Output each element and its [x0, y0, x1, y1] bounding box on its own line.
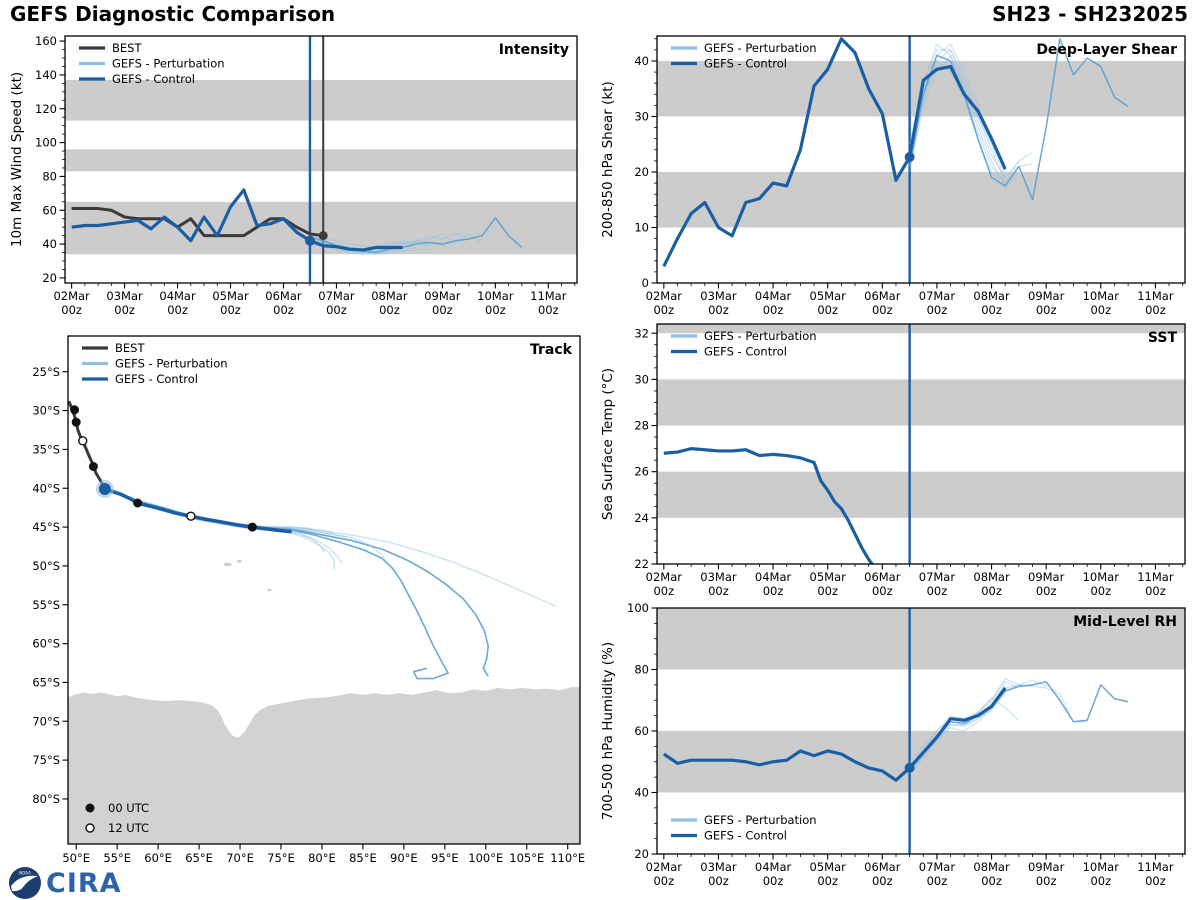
axis-text: BEST — [112, 41, 142, 55]
axis-text: 65°E — [185, 851, 213, 865]
track-map-panel — [6, 322, 596, 900]
pert-track — [105, 489, 334, 533]
axis-text: 07Mar — [318, 289, 355, 303]
island — [224, 563, 231, 566]
axis-text: 11Mar — [530, 289, 567, 303]
axis-text: 105°E — [509, 851, 545, 865]
axis-text: 22 — [634, 557, 649, 572]
axis-text: 40°S — [32, 481, 60, 496]
marker-dot — [305, 236, 315, 246]
axis-text: GEFS - Perturbation — [115, 356, 228, 371]
axis-text: 04Mar — [159, 289, 196, 303]
fix-00utc-dot — [89, 462, 98, 471]
fix-00utc-dot — [72, 418, 81, 427]
axis-text: 05Mar — [212, 289, 249, 303]
x-axis — [646, 564, 1183, 598]
y-axis-label: 700-500 hPa Humidity (%) — [600, 641, 616, 821]
axis-text: 85°E — [349, 851, 377, 865]
legend — [671, 329, 817, 359]
axis-text: 70°E — [226, 851, 254, 865]
axis-text: 00z — [708, 584, 729, 598]
axis-text: 10Mar — [1082, 289, 1119, 303]
axis-text: 05Mar — [809, 860, 846, 874]
axis-text: 00z — [708, 303, 729, 317]
island — [268, 589, 271, 591]
axis-text: 05Mar — [809, 289, 846, 303]
axis-text: 32 — [634, 326, 649, 341]
axis-text: 00z — [1145, 584, 1166, 598]
axis-text: 00z — [326, 303, 347, 317]
axis-text: 09Mar — [424, 289, 461, 303]
axis-text: 30 — [634, 109, 649, 124]
panel-title: Mid-Level RH — [1073, 614, 1177, 630]
axis-text: 06Mar — [864, 570, 901, 584]
axis-text: 100 — [35, 135, 57, 150]
y-axis — [634, 39, 657, 290]
axis-text: 35°S — [32, 442, 60, 457]
rh-panel — [597, 600, 1200, 900]
axis-text: 00z — [1090, 303, 1112, 317]
axis-text: 75°E — [267, 851, 295, 865]
axis-text: 00 UTC — [108, 801, 150, 815]
pert-track — [105, 489, 312, 529]
axis-text: 04Mar — [754, 289, 792, 303]
pert-track — [105, 489, 448, 679]
axis-text: 00z — [871, 874, 893, 888]
axis-text: 07Mar — [918, 570, 956, 584]
marker-dot — [905, 152, 915, 162]
sst-panel — [597, 316, 1200, 604]
marker-dot — [319, 231, 328, 240]
axis-text: 100°E — [468, 851, 504, 865]
axis-text: 02Mar — [645, 570, 682, 584]
axis-text: 00z — [653, 584, 675, 598]
axis-text: 08Mar — [973, 570, 1010, 584]
fix-00utc-dot — [70, 405, 79, 414]
panel-title: Deep-Layer Shear — [1036, 42, 1177, 58]
axis-text: 0 — [641, 276, 649, 291]
control-track — [105, 489, 292, 532]
axis-text: 00z — [762, 874, 784, 888]
axis-text: 70°S — [32, 714, 60, 729]
axis-text: 06Mar — [864, 860, 901, 874]
page-title: GEFS Diagnostic Comparison — [10, 2, 336, 26]
axis-text: 00z — [432, 303, 453, 317]
axis-text: 45°S — [32, 520, 60, 535]
axis-text: 00z — [220, 303, 241, 317]
axis-text: 00z — [926, 874, 948, 888]
panel-title: Track — [530, 342, 572, 358]
shear-panel — [597, 30, 1200, 324]
axis-text: GEFS - Control — [704, 828, 787, 843]
axis-text: 30°S — [32, 403, 60, 418]
axis-text: 00z — [981, 303, 1002, 317]
axis-text: 03Mar — [700, 570, 737, 584]
axis-text: 03Mar — [700, 860, 737, 874]
axis-text: 00z — [1145, 874, 1166, 888]
axis-text: 20 — [634, 165, 649, 180]
axis-text: 08Mar — [973, 289, 1010, 303]
axis-text: 10Mar — [1082, 570, 1119, 584]
axis-text: 00z — [1035, 584, 1057, 598]
intensity-panel — [6, 30, 596, 324]
axis-text: 00z — [817, 303, 839, 317]
axis-text: 24 — [634, 510, 649, 525]
axis-text: 00z — [653, 303, 675, 317]
axis-text: 02Mar — [645, 860, 682, 874]
axis-text: 00z — [379, 303, 400, 317]
axis-text: 00z — [871, 584, 893, 598]
pert-track — [105, 489, 488, 676]
perturbation-tracks — [105, 489, 556, 679]
axis-text: 110°E — [550, 851, 586, 865]
axis-text: 00z — [817, 584, 839, 598]
axis-text: 40 — [634, 785, 649, 800]
axis-text: 00z — [537, 303, 559, 317]
axis-text: 80°E — [308, 851, 336, 865]
axis-text: 60°E — [144, 851, 172, 865]
axis-text: GEFS - Control — [112, 72, 195, 86]
axis-text: 00z — [1035, 303, 1057, 317]
axis-text: 00z — [981, 874, 1002, 888]
map-content — [68, 401, 580, 844]
axis-text: 60 — [634, 724, 649, 739]
axis-text: 00z — [926, 584, 948, 598]
legend — [671, 813, 817, 843]
axis-text: 50°S — [32, 558, 60, 573]
y-axis-label: 200-850 hPa Shear (kt) — [600, 81, 616, 238]
axis-text: 10Mar — [477, 289, 514, 303]
init-position-dot — [99, 483, 111, 495]
axis-text: GEFS - Control — [115, 372, 198, 386]
axis-text: 80 — [42, 169, 57, 184]
axis-text: 00z — [926, 303, 948, 317]
axis-text: 09Mar — [1028, 860, 1065, 874]
category-bands — [657, 608, 1185, 793]
axis-text: 00z — [1090, 584, 1112, 598]
storm-id-title: SH23 - SH232025 — [992, 2, 1188, 26]
axis-text: 30 — [634, 372, 649, 387]
legend — [79, 41, 225, 86]
axis-text: 95°E — [431, 851, 459, 865]
axis-text: 00z — [1035, 874, 1057, 888]
axis-text: 00z — [114, 303, 135, 317]
band — [657, 172, 1185, 228]
axis-text: 00z — [485, 303, 506, 317]
axis-text: GEFS - Control — [704, 344, 787, 359]
panel-title: Intensity — [498, 42, 569, 58]
x-axis — [646, 854, 1183, 888]
axis-text: 10 — [634, 220, 649, 235]
axis-text: 09Mar — [1028, 570, 1065, 584]
y-axis — [634, 326, 657, 571]
axis-text: 00z — [981, 584, 1002, 598]
axis-text: 12 UTC — [108, 821, 150, 835]
axis-text: 09Mar — [1028, 289, 1065, 303]
axis-text: GEFS - Perturbation — [704, 813, 817, 827]
axis-text: 50°E — [62, 851, 91, 865]
axis-text: 55°E — [103, 851, 131, 865]
axis-text: GEFS - Perturbation — [112, 56, 225, 71]
axis-text: GEFS - Control — [704, 56, 787, 71]
axis-text: 80°S — [32, 791, 60, 806]
axis-text: 11Mar — [1137, 860, 1174, 874]
axis-text: 60°S — [32, 636, 60, 651]
axis-text: 06Mar — [864, 289, 901, 303]
axis-text: 120 — [35, 101, 57, 116]
axis-text: 00z — [708, 874, 729, 888]
plot-frame — [657, 324, 1185, 564]
band — [65, 149, 577, 171]
island — [237, 560, 241, 562]
axis-text: 00z — [273, 303, 294, 317]
noaa-logo-icon — [8, 866, 42, 900]
axis-text: 00z — [762, 303, 784, 317]
axis-text: BEST — [115, 341, 145, 355]
axis-text: 10Mar — [1082, 860, 1119, 874]
axis-text: 28 — [634, 418, 649, 433]
axis-text: 00z — [1145, 303, 1166, 317]
y-axis — [35, 34, 65, 285]
panel-title: SST — [1147, 330, 1177, 346]
axis-text: 00z — [653, 874, 675, 888]
axis-text: 00z — [167, 303, 188, 317]
axis-text: 02Mar — [645, 289, 682, 303]
axis-text: 20 — [634, 847, 649, 862]
legend — [82, 341, 228, 386]
band — [657, 379, 1185, 425]
axis-text: 08Mar — [973, 860, 1010, 874]
x-axis — [62, 844, 585, 865]
axis-text: 00z — [871, 303, 893, 317]
best-track — [69, 401, 105, 489]
axis-text: 00z — [817, 874, 839, 888]
axis-text: 03Mar — [700, 289, 737, 303]
axis-text: 80 — [634, 662, 649, 677]
axis-text: 25°S — [32, 364, 60, 379]
00utc-legend-icon — [86, 804, 95, 813]
axis-text: GEFS - Perturbation — [704, 41, 817, 55]
axis-text: 05Mar — [809, 570, 846, 584]
axis-text: 00z — [61, 303, 82, 317]
pert-track — [105, 489, 556, 606]
band — [657, 472, 1185, 518]
axis-text: 100 — [627, 601, 649, 616]
y-axis-label: Sea Surface Temp (°C) — [600, 367, 616, 521]
axis-text: 26 — [634, 464, 649, 479]
axis-text: 55°S — [32, 597, 60, 612]
noaa-logo-text: NOAA — [19, 870, 31, 876]
axis-text: 06Mar — [265, 289, 302, 303]
marker-dot — [905, 763, 915, 773]
axis-text: 20 — [42, 270, 57, 285]
fix-00utc-dot — [248, 523, 257, 532]
fix-00utc-dot — [133, 499, 142, 508]
category-bands — [65, 80, 577, 254]
axis-text: 60 — [42, 203, 57, 218]
fix-12utc-dot — [187, 512, 195, 520]
axis-text: 75°S — [32, 753, 60, 768]
agency-logos — [8, 866, 158, 900]
axis-text: 04Mar — [754, 860, 792, 874]
axis-text: 11Mar — [1137, 289, 1174, 303]
axis-text: 40 — [634, 54, 649, 69]
cira-logo-text: CIRA — [46, 867, 122, 899]
y-axis — [627, 601, 657, 861]
axis-text: 00z — [762, 584, 784, 598]
axis-text: 160 — [35, 34, 57, 49]
axis-text: 65°S — [32, 675, 60, 690]
y-axis — [32, 365, 68, 806]
y-axis-label: 10m Max Wind Speed (kt) — [9, 71, 25, 248]
axis-text: 08Mar — [371, 289, 408, 303]
axis-text: 11Mar — [1137, 570, 1174, 584]
axis-text: 00z — [1090, 874, 1112, 888]
axis-text: 07Mar — [918, 289, 956, 303]
axis-text: 90°E — [390, 851, 418, 865]
axis-text: 140 — [35, 67, 57, 82]
x-axis — [53, 283, 574, 317]
axis-text: 04Mar — [754, 570, 792, 584]
12utc-legend-icon — [86, 824, 94, 832]
axis-text: 07Mar — [918, 860, 956, 874]
axis-text: 02Mar — [53, 289, 90, 303]
x-axis — [646, 283, 1183, 317]
axis-text: GEFS - Perturbation — [704, 329, 817, 343]
fix-12utc-dot — [79, 437, 87, 445]
axis-text: 40 — [42, 237, 57, 252]
axis-text: 03Mar — [106, 289, 143, 303]
band — [65, 80, 577, 121]
plot-content — [664, 324, 910, 569]
